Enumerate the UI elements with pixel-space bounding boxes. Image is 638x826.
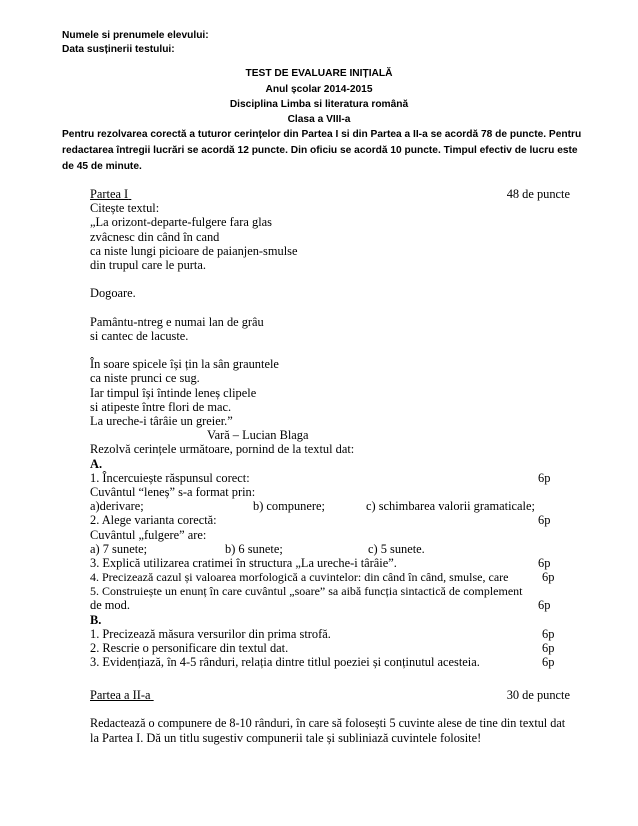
question-2-points: 6p	[538, 513, 551, 528]
question-5: 5. Construiește un enunț în care cuvântul „soare” sa aibă funcția sintactică de complement	[90, 584, 523, 599]
part-1-points: 48 de puncte	[506, 187, 570, 201]
question-4: 4. Precizează cazul și valoarea morfologică a cuvintelor: din când în când, smulse, care 6p	[90, 570, 555, 585]
question-1: 1. Încercuiește răspunsul corect: 6p	[90, 470, 551, 485]
poem-blank-line	[90, 301, 570, 315]
question-1-text: Cuvântul “leneș” s-a format prin:	[90, 484, 256, 499]
part-2-title: Partea a II-a	[90, 688, 151, 702]
poem-line: Iar timpul își întinde leneș clipele	[90, 385, 257, 400]
part-2-header	[90, 688, 570, 702]
part-2-points: 30 de puncte	[506, 688, 570, 702]
poem-line: si cantec de lacuste.	[90, 328, 189, 343]
school-year: Anul școlar 2014-2015	[265, 84, 373, 95]
question-b3-points: 6p	[542, 655, 555, 670]
class-level: Clasa a VIII-a	[287, 114, 351, 125]
question-1-points: 6p	[538, 470, 551, 485]
poem-line: La ureche-i târâie un greier.”	[90, 414, 233, 428]
poem-line: din trupul care le purta.	[90, 257, 206, 272]
question-1-options: a)derivare; b) compunere; c) schimbarea valorii gramaticale;	[90, 499, 535, 514]
poem-line: În soare spicele își țin la sân grauntele	[90, 357, 279, 372]
question-b2: 2. Rescrie o personificare din textul dat. 6p	[90, 641, 555, 655]
read-instruction: Citește textul:	[90, 201, 160, 216]
part-1	[90, 187, 570, 669]
poem-line: si atipeste între flori de mac.	[90, 399, 232, 414]
section-b-label: B.	[90, 612, 102, 627]
poem-line: „La orizont-departe-fulgere fara glas	[90, 215, 272, 230]
poem-line: ca niste lungi picioare de paianjen-smulse	[90, 243, 298, 258]
question-b3: 3. Evidențiază, în 4-5 rânduri, relația dintre titlul poeziei și conținutul acesteia. 6p	[90, 655, 555, 670]
solve-instruction: Rezolvă cerințele următoare, pornind de la textul dat:	[90, 442, 355, 457]
section-a-label: A.	[90, 456, 103, 471]
question-3-points: 6p	[538, 555, 551, 570]
poem-line: Pamântu-ntreg e numai lan de grâu	[90, 314, 264, 329]
question-b1: 1. Precizează măsura versurilor din prima strofă. 6p	[90, 626, 555, 641]
test-date-label: Data susținerii testului:	[62, 44, 175, 55]
question-5-points: 6p	[538, 598, 551, 613]
student-name-label: Numele si prenumele elevului:	[62, 30, 209, 41]
part-1-header	[90, 187, 570, 201]
discipline: Disciplina Limba si literatura română	[229, 99, 409, 110]
question-4-points: 6p	[542, 570, 555, 585]
part-2	[90, 688, 570, 745]
question-b1-points: 6p	[542, 626, 555, 641]
part-1-title: Partea I	[90, 187, 129, 201]
question-2-options: a) 7 sunete; b) 6 sunete; c) 5 sunete.	[90, 541, 425, 556]
test-title: TEST DE EVALUARE INIȚIALĂ	[245, 68, 393, 79]
part-2-text-2: la Partea I. Dă un titlu sugestiv compunerii tale și subliniază cuvintele folosite!	[90, 730, 482, 745]
question-2: 2. Alege varianta corectă: 6p	[90, 513, 551, 528]
question-b2-points: 6p	[542, 641, 555, 655]
part-2-text-1: Redactează o compunere de 8-10 rânduri, în care să folosești 5 cuvinte alese de tine din textul dat	[90, 716, 566, 731]
poem-blank-line	[90, 343, 570, 357]
poem-source: Vară – Lucian Blaga	[207, 428, 309, 443]
question-5-cont: de mod. 6p	[90, 598, 551, 613]
poem-line: ca niste prunci ce sug.	[90, 371, 200, 386]
poem-line: zvâcnesc din când în cand	[90, 229, 220, 244]
question-3: 3. Explică utilizarea cratimei în structura „La ureche-i târâie”. 6p	[90, 555, 551, 570]
poem-blank-line	[90, 272, 570, 286]
question-2-text: Cuvântul „fulgere” are:	[90, 527, 207, 542]
general-instructions: Pentru rezolvarea corectă a tuturor cerințelor din Partea I si din Partea a II-a se acordă 78 de puncte. Pentru redactarea întregii lucrări se acordă 12 puncte. Din oficiu se acordă 10 puncte. Timpul efectiv de lucru este de 45 de minute.	[62, 129, 582, 172]
poem	[90, 215, 570, 428]
poem-line: Dogoare.	[90, 286, 136, 301]
